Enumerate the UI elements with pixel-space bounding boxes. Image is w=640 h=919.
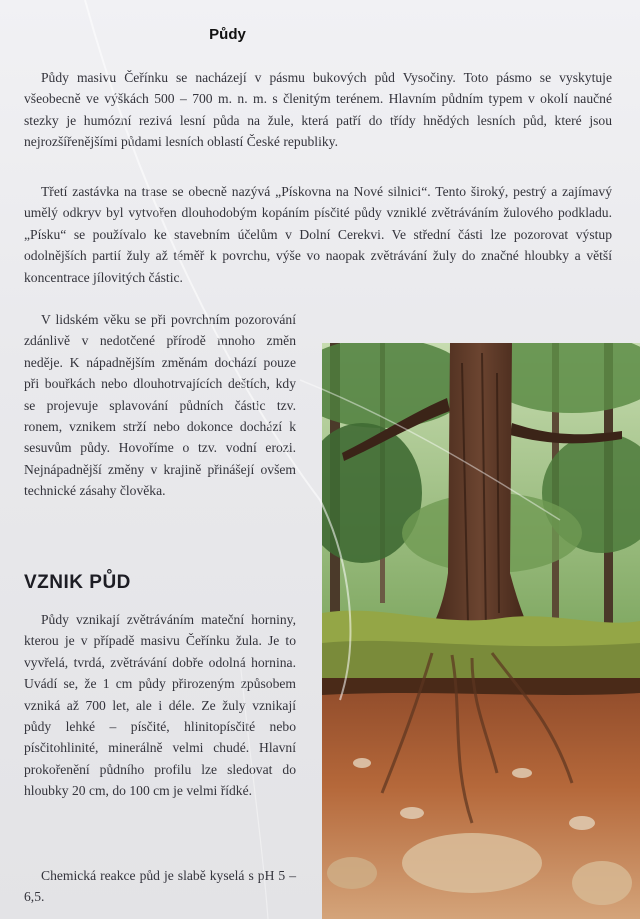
paragraph-erosion: V lidském věku se při povrchním pozorování zdánlivě v nedotčené přírodě mnoho změn neděje. K nápadnějším změnám dochází pouze při bouřkách nebo dlouhotrvajících deštích, kdy se projevuje splavování půdních částic tzv. ronem, vznikem strží nebo dokonce dochází k sesuvům půdy. Hovoříme o tzv. vodní erozi. Nejnápadnější změny v krajině přinášejí ovšem technické zásahy člověka. xyxy=(24,312,296,499)
page-title: Půdy xyxy=(209,26,246,43)
soil-profile-illustration xyxy=(322,343,640,919)
paragraph-soil-ph: Chemická reakce půd je slabě kyselá s pH 5 – 6,5. xyxy=(24,868,296,905)
paragraph-sand-pit: Třetí zastávka na trase se obecně nazývá „Pískovna na Nové silnici“. Tento široký, pestrý a zajímavý umělý odkryv byl vytvořen dlouhodobým kopáním písčité půdy vzniklé zvětráváním žulového podkladu. „Písku“ se používalo ke stavebním účelům v Dolní Cerekvi. Ve střední části lze pozorovat výstup odolnějších partií žuly až téměř k povrchu, výše vo naopak zvětrávání žuly do značné hloubky a větší koncentrace jílovitých částic. xyxy=(24,184,612,285)
paragraph-soil-formation: Půdy vznikají zvětráváním mateční horniny, kterou je v případě masivu Čeřínku žula. Je to vyvřelá, tvrdá, zvětrávání dobře odolná hornina. Uvádí se, že 1 cm půdy přirozeným způsobem vzniká až 700 let, ale i déle. Ze žuly vznikají půdy lehké – písčité, hlinitopísčité nebo písčitohlinité, minerálně velmi chudé. Hlavní prokořenění půdního profilu lze sledovat do hloubky 20 cm, do 100 cm je velmi řídké. xyxy=(24,612,296,799)
paragraph-soil-types: Půdy masivu Čeřínku se nacházejí v pásmu bukových půd Vysočiny. Toto pásmo se vyskytuje všeobecně ve výškách 500 – 700 m. n. m. s členitým terénem. Hlavním půdním typem v okolí naučné stezky je humózní rezivá lesní půda na žule, která patří do třídy hnědých lesních půd, které jsou nejrozšířenějšími půdami lesních oblastí České republiky. xyxy=(24,70,612,150)
section-heading: VZNIK PŮD xyxy=(24,572,131,593)
